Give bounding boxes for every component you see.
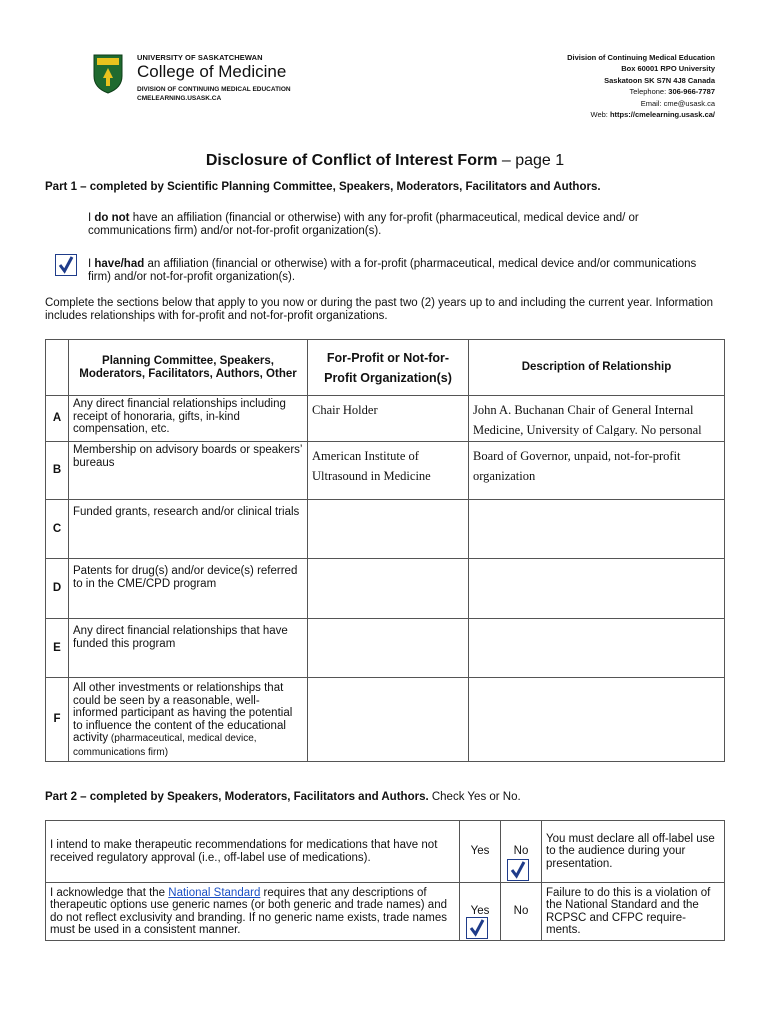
row-category: Any direct financial relationships including receipt of honoraria, gifts, in-kind compensation, etc.: [69, 396, 308, 442]
row-description[interactable]: [469, 559, 725, 619]
row-category: Any direct financial relationships that have funded this program: [69, 619, 308, 678]
row-organization[interactable]: [308, 619, 469, 678]
row-letter: A: [46, 396, 69, 442]
university-shield-logo: [93, 54, 123, 94]
checkmark-icon[interactable]: [55, 254, 77, 276]
part2-statement: I acknowledge that the National Standard requires that any descriptions of therapeutic options use generic names (or both generic and trade names) and do not reflect exclusivity and branding. If no generic name exists, trade names must be used in a consistent manner.: [46, 883, 460, 941]
row-category: Patents for drug(s) and/or device(s) referred to in the CME/CPD program: [69, 559, 308, 619]
contact-telephone: Telephone: 306-966-7787: [629, 87, 715, 97]
yes-option[interactable]: Yes: [460, 883, 501, 941]
part2-note: You must declare all off-label use to the audience during your presentation.: [542, 821, 725, 883]
part2-statement: I intend to make therapeutic recommendations for medications that have not received regulatory approval (i.e., off-label use of medications).: [46, 821, 460, 883]
row-description[interactable]: Board of Governor, unpaid, not-for-profit organization: [469, 442, 725, 500]
row-letter: D: [46, 559, 69, 619]
row-letter: E: [46, 619, 69, 678]
header-letter-cell: [46, 340, 69, 396]
no-option[interactable]: No: [501, 883, 542, 941]
part1-heading: Part 1 – completed by Scientific Planning Committee, Speakers, Moderators, Facilitators and Authors.: [45, 181, 601, 193]
college-name: College of Medicine: [137, 62, 287, 81]
row-letter: C: [46, 500, 69, 559]
row-description[interactable]: [469, 500, 725, 559]
option-no-affiliation[interactable]: I do not have an affiliation (financial or otherwise) with any for-profit (pharmaceutical, medical device and/ or communications firm) and/or not-for-profit organization(s).: [88, 212, 639, 237]
part2-heading: Part 2 – completed by Speakers, Moderators, Facilitators and Authors. Check Yes or No.: [45, 791, 521, 803]
table-row: [46, 559, 725, 619]
table-row: [46, 678, 725, 762]
contact-email: Email: cme@usask.ca: [640, 98, 715, 108]
national-standard-link[interactable]: National Standard: [168, 886, 261, 899]
intro-text: Complete the sections below that apply to you now or during the past two (2) years up to and including the current year. Information includes relationships with for-profit and not-for-profit organizations.: [45, 297, 714, 322]
contact-division: Division of Continuing Medical Education: [567, 53, 715, 62]
checkmark-icon[interactable]: [466, 917, 488, 939]
no-option[interactable]: No: [501, 821, 542, 883]
table-row: [46, 442, 725, 500]
table-row: [46, 821, 725, 883]
row-description[interactable]: [469, 619, 725, 678]
table-row: [46, 396, 725, 442]
contact-city: Saskatoon SK S7N 4J8 Canada: [604, 75, 715, 85]
row-letter: F: [46, 678, 69, 762]
part2-note: Failure to do this is a violation of the National Standard and the RCPSC and CFPC require-ments.: [542, 883, 725, 941]
contact-block: [567, 52, 715, 120]
row-organization[interactable]: [308, 678, 469, 762]
header-category: Planning Committee, Speakers, Moderators, Facilitators, Authors, Other: [69, 340, 308, 396]
checkmark-icon[interactable]: [507, 859, 529, 881]
part2-table: [45, 820, 725, 941]
row-letter: B: [46, 442, 69, 500]
university-name: UNIVERSITY OF SASKATCHEWAN: [137, 53, 263, 62]
row-category: Funded grants, research and/or clinical trials: [69, 500, 308, 559]
table-header-row: [46, 340, 725, 396]
yes-option[interactable]: Yes: [460, 821, 501, 883]
header-organization: For-Profit or Not-for-Profit Organization(s): [308, 340, 469, 396]
row-description[interactable]: [469, 678, 725, 762]
row-category: All other investments or relationships that could be seen by a reasonable, well-informed participant as having the potential to influence the content of the educational activity (pharmaceutical, medical device, communications firm): [69, 678, 308, 762]
form-title: Disclosure of Conflict of Interest Form – page 1: [205, 152, 565, 169]
disclosure-table: [45, 339, 725, 762]
row-category: Membership on advisory boards or speakers’ bureaus: [69, 442, 308, 500]
row-organization[interactable]: [308, 500, 469, 559]
contact-web: Web: https://cmelearning.usask.ca/: [590, 110, 715, 120]
option-has-affiliation[interactable]: I have/had an affiliation (financial or otherwise) with a for-profit (pharmaceutical, medical device and/or communications firm) and/or not-for-profit organization(s).: [88, 258, 697, 283]
row-organization[interactable]: Chair Holder: [308, 396, 469, 442]
table-row: [46, 619, 725, 678]
row-organization[interactable]: American Institute of Ultrasound in Medicine: [308, 442, 469, 500]
table-row: [46, 883, 725, 941]
row-description[interactable]: John A. Buchanan Chair of General Internal Medicine, University of Calgary. No personal: [469, 396, 725, 442]
row-organization[interactable]: [308, 559, 469, 619]
contact-box: Box 60001 RPO University: [621, 64, 715, 74]
header-description: Description of Relationship: [469, 340, 725, 396]
college-url: CMELEARNING.USASK.CA: [137, 95, 222, 102]
division-name: DIVISION OF CONTINUING MEDICAL EDUCATION: [137, 86, 291, 93]
table-row: [46, 500, 725, 559]
